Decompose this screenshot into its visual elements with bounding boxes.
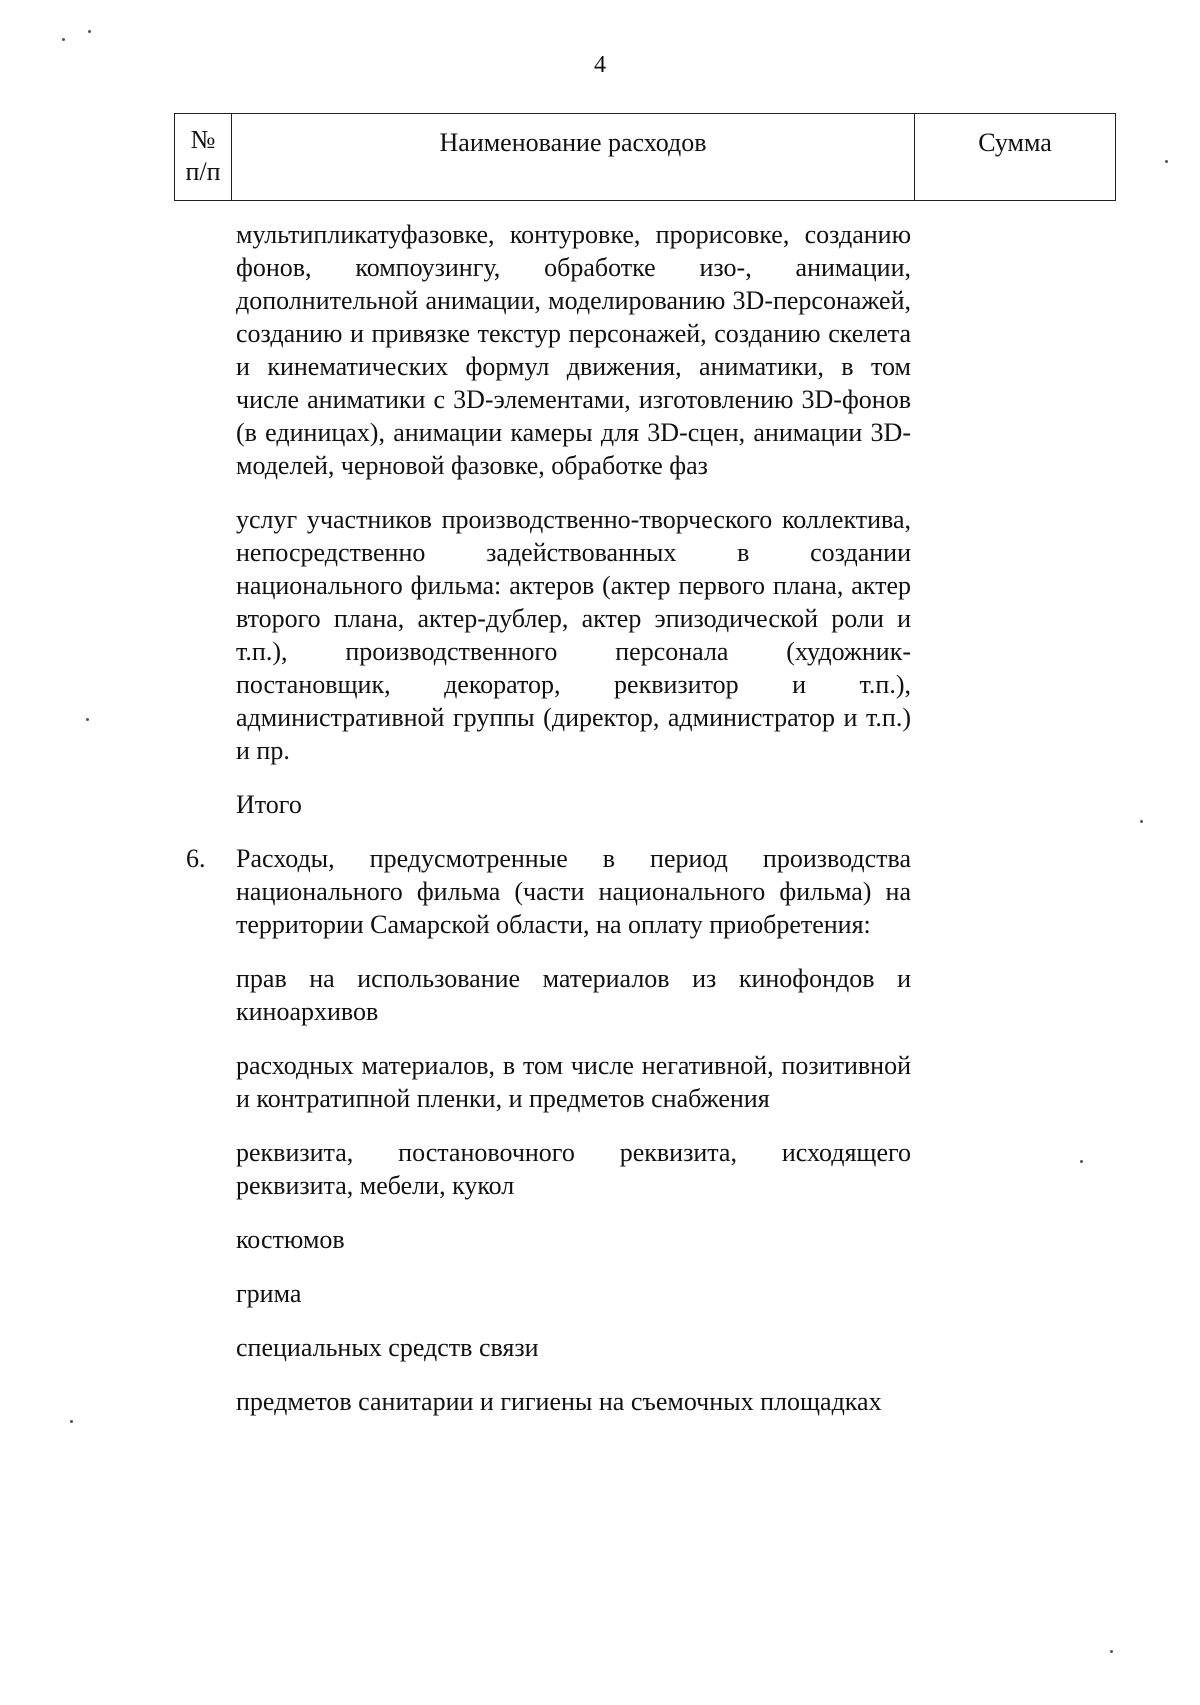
scan-speck	[86, 718, 89, 721]
item-6-description: Расходы, предусмотренные в период производства национального фильма (части национального фильма) на территории Самарской области, на оплату приобретения:	[236, 844, 911, 939]
column-number-header	[175, 114, 232, 201]
expense-item-6	[186, 842, 911, 941]
expense-entry-consumables: расходных материалов, в том числе негативной, позитивной и контратипной пленки, и предметов снабжения	[236, 1051, 911, 1113]
scan-speck	[70, 1420, 73, 1423]
expense-table-header	[174, 113, 1116, 201]
expense-entry-animation: мультипликатуфазовке, контуровке, прорисовке, созданию фонов, компоузингу, обработке изо-, анимации, дополнительной анимации, моделированию 3D-персонажей, созданию и привязке текстур персонажей, созданию скелета и кинематических формул движения, аниматики, в том числе аниматики с 3D-элементами, изготовлению 3D-фонов (в единицах), анимации камеры для 3D-сцен, анимации 3D-моделей, черновой фазовке, обработке фаз	[236, 220, 911, 480]
page-number: 4	[594, 52, 606, 78]
expense-entry-film-archive-rights: прав на использование материалов из кинофондов и киноархивов	[236, 964, 911, 1026]
expense-entry-costumes: костюмов	[236, 1225, 345, 1254]
scan-speck	[1165, 160, 1168, 163]
expense-entry-makeup: грима	[236, 1279, 302, 1308]
scan-speck	[88, 30, 91, 33]
column-name-header: Наименование расходов	[232, 114, 915, 201]
expense-entry-communications: специальных средств связи	[236, 1333, 539, 1362]
scan-speck	[1080, 1160, 1083, 1163]
scan-speck	[62, 38, 65, 41]
column-number-symbol: №	[190, 125, 216, 154]
item-number: 6.	[186, 844, 206, 873]
column-number-abbrev: п/п	[185, 157, 221, 186]
scan-speck	[1140, 820, 1143, 823]
expense-entry-crew-services: услуг участников производственно-творческого коллектива, непосредственно задействованных в создании национального фильма: актеров (актер первого плана, актер второго плана, актер-дублер, актер эпизодической роли и т.п.), производственного персонала (художник-постановщик, декоратор, реквизитор и т.п.), административной группы (директор, администратор и т.п.) и пр.	[236, 505, 911, 765]
total-label: Итого	[236, 790, 302, 819]
expense-entry-props: реквизита, постановочного реквизита, исходящего реквизита, мебели, кукол	[236, 1138, 911, 1200]
expense-list	[186, 218, 911, 1439]
expense-entry-sanitary: предметов санитарии и гигиены на съемочных площадках	[236, 1387, 882, 1416]
column-sum-header: Сумма	[915, 114, 1116, 201]
scan-speck	[1110, 1650, 1113, 1653]
